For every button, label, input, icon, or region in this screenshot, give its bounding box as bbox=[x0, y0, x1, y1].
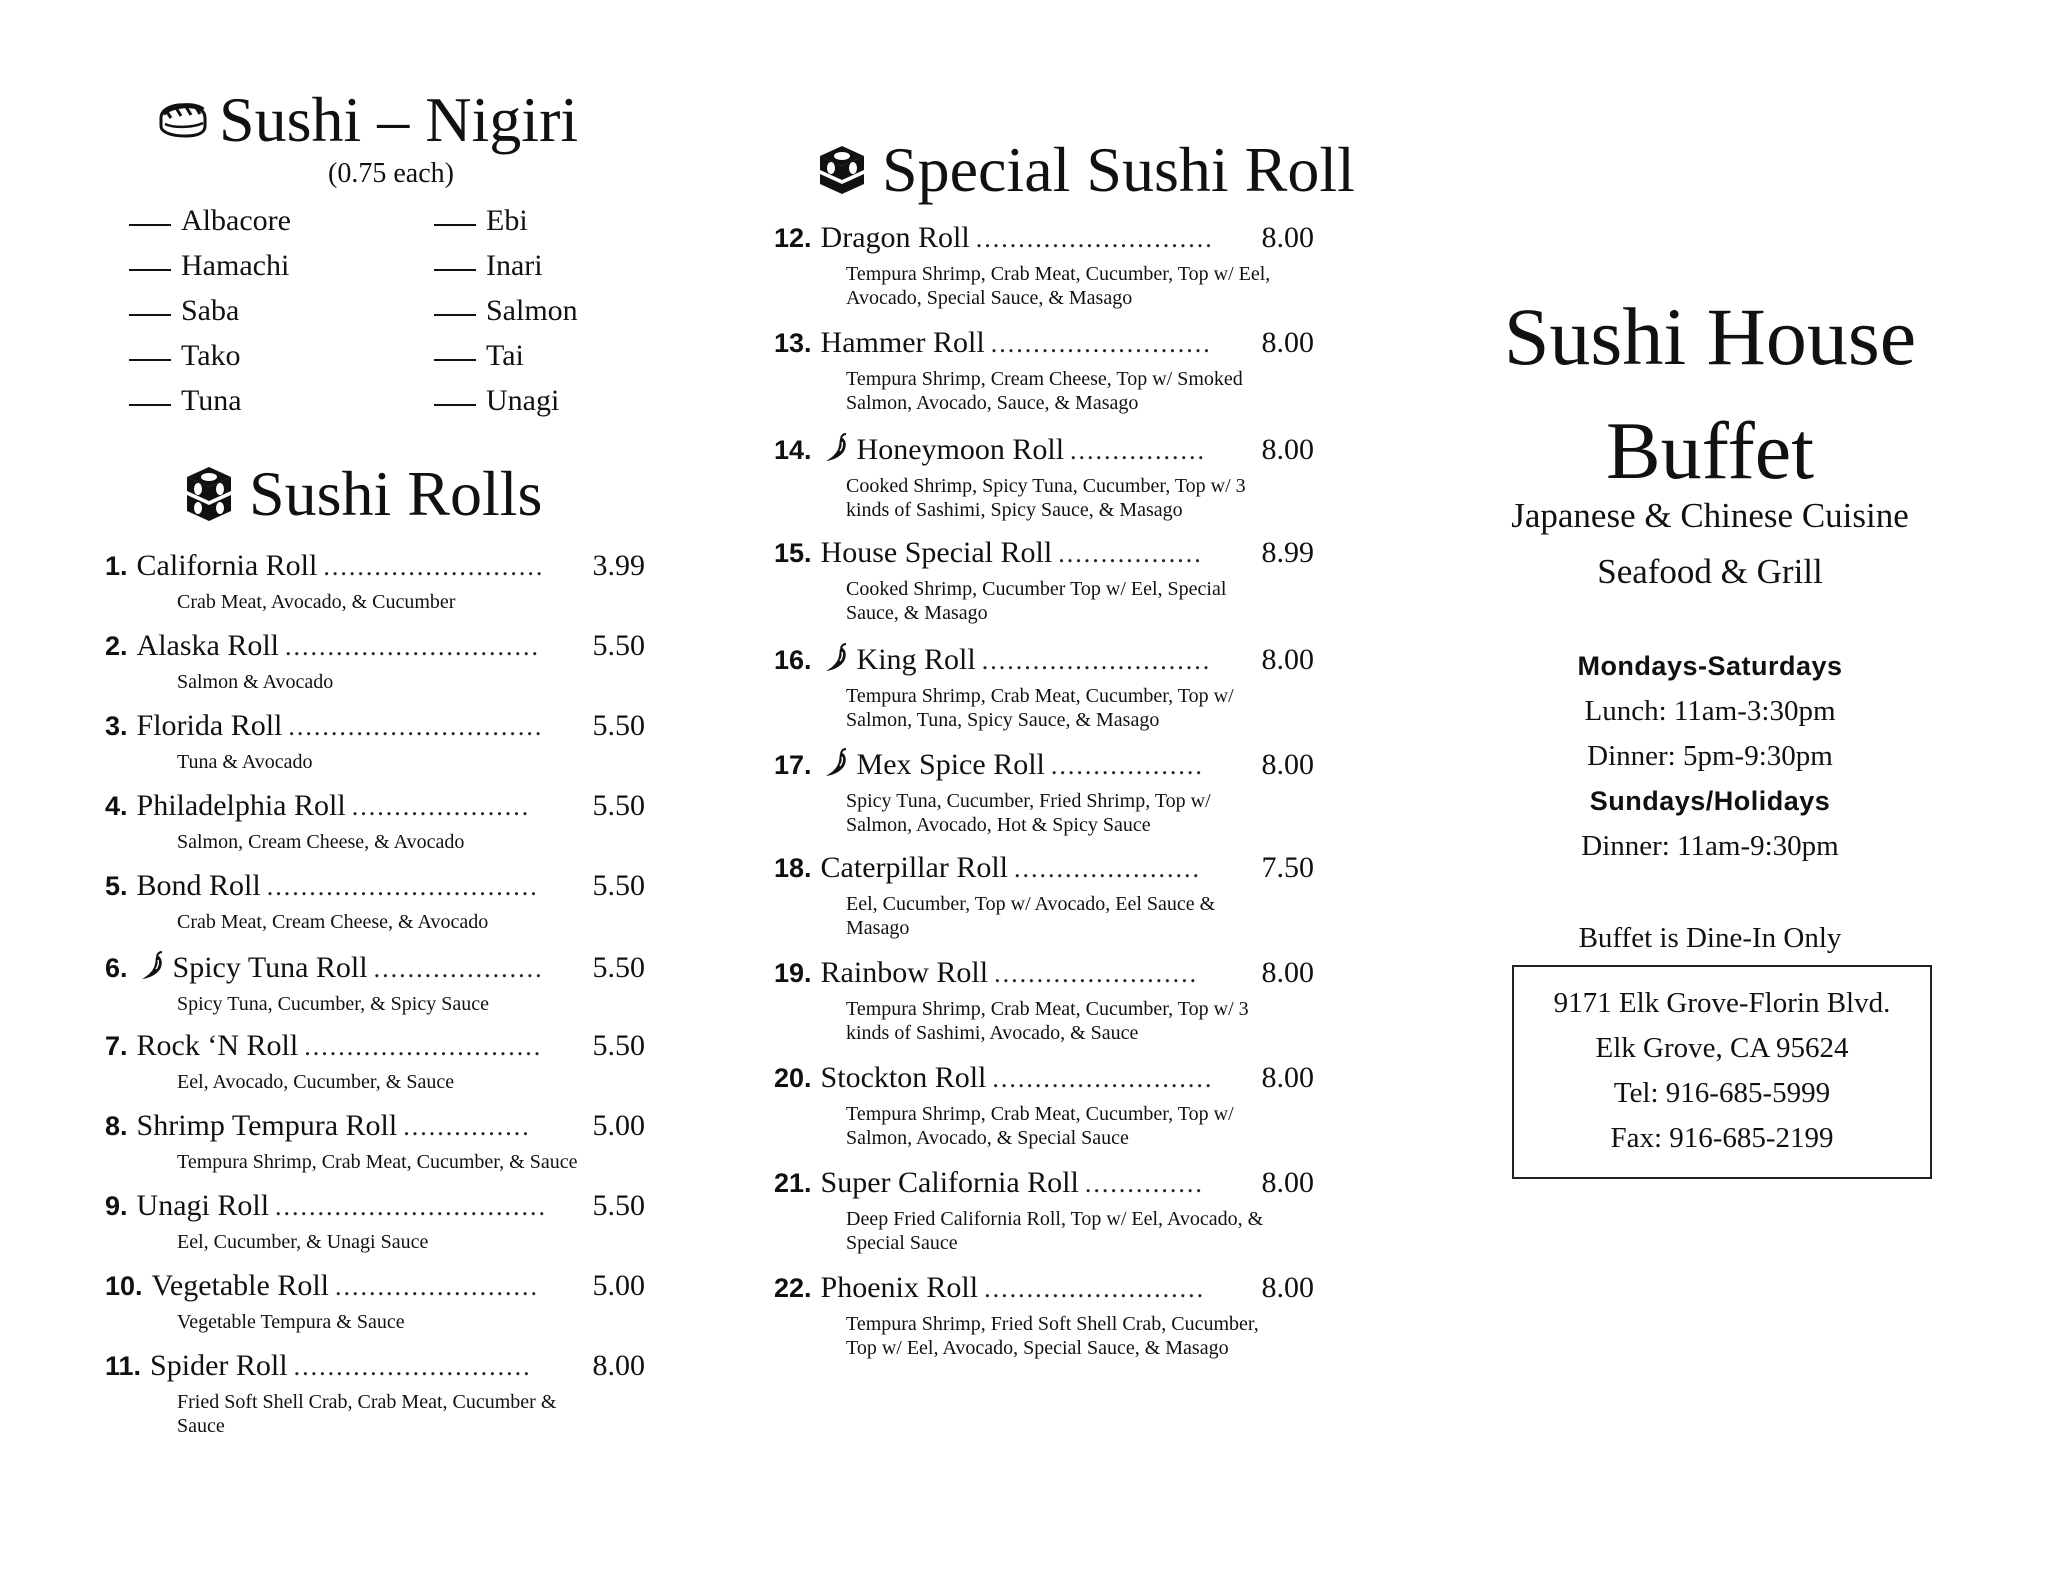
item-name: Stockton Roll bbox=[820, 1061, 987, 1094]
dot-leader: ................ bbox=[1070, 436, 1207, 465]
sushi-roll-icon bbox=[179, 465, 239, 523]
seafood-tagline: Seafood & Grill bbox=[1597, 552, 1823, 591]
item-price: 8.00 bbox=[1261, 221, 1314, 254]
item-price: 8.00 bbox=[1261, 1061, 1314, 1094]
item-price: 5.50 bbox=[592, 951, 645, 984]
item-description: Tempura Shrimp, Fried Soft Shell Crab, Cucumber, Top w/ Eel, Avocado, Special Sauce, & Masago bbox=[846, 1313, 1259, 1359]
item-description: Spicy Tuna, Cucumber, & Spicy Sauce bbox=[177, 993, 489, 1015]
nigiri-item bbox=[129, 378, 434, 423]
menu-item-line bbox=[774, 1164, 1314, 1203]
menu-item bbox=[774, 849, 1314, 954]
item-number: 8. bbox=[105, 1111, 128, 1141]
item-number: 7. bbox=[105, 1031, 128, 1061]
nigiri-price-note: (0.75 each) bbox=[328, 158, 454, 189]
item-number: 5. bbox=[105, 871, 128, 901]
order-blank-line bbox=[129, 314, 171, 316]
item-name: Spicy Tuna Roll bbox=[172, 951, 368, 984]
order-blank-line bbox=[434, 359, 476, 361]
item-name: Phoenix Roll bbox=[820, 1271, 979, 1304]
weekend-hours-title: Sundays/Holidays bbox=[1589, 786, 1831, 816]
menu-item bbox=[105, 1107, 645, 1187]
menu-item-line bbox=[105, 1107, 645, 1146]
item-description: Cooked Shrimp, Cucumber Top w/ Eel, Special Sauce, & Masago bbox=[846, 578, 1227, 624]
menu-item bbox=[774, 744, 1314, 849]
item-price: 8.00 bbox=[1261, 956, 1314, 989]
item-name: Unagi Roll bbox=[136, 1189, 270, 1222]
cuisine-tagline: Japanese & Chinese Cuisine bbox=[1511, 496, 1909, 535]
item-description: Cooked Shrimp, Spicy Tuna, Cucumber, Top w/ 3 kinds of Sashimi, Spicy Sauce, & Masago bbox=[846, 475, 1246, 521]
menu-item bbox=[774, 1059, 1314, 1164]
menu-item-line bbox=[774, 219, 1314, 258]
item-description: Crab Meat, Avocado, & Cucumber bbox=[177, 591, 456, 613]
dot-leader: .................... bbox=[373, 954, 544, 983]
item-price: 5.50 bbox=[592, 629, 645, 662]
item-name: Honeymoon Roll bbox=[856, 433, 1065, 466]
menu-item bbox=[774, 429, 1314, 534]
menu-item-line bbox=[105, 1187, 645, 1226]
menu-item-line bbox=[774, 954, 1314, 993]
dot-leader: .............................. bbox=[288, 712, 544, 741]
menu-item bbox=[774, 534, 1314, 639]
item-name: King Roll bbox=[856, 643, 976, 676]
menu-item bbox=[105, 787, 645, 867]
item-number: 6. bbox=[105, 953, 128, 983]
item-number: 3. bbox=[105, 711, 128, 741]
nigiri-item-name: Inari bbox=[486, 249, 543, 282]
dot-leader: ............................ bbox=[975, 224, 1214, 253]
nigiri-section-heading bbox=[155, 84, 579, 155]
menu-item bbox=[105, 547, 645, 627]
sushi-rolls-list bbox=[105, 547, 645, 1437]
menu-item bbox=[105, 867, 645, 947]
item-price: 8.00 bbox=[1261, 326, 1314, 359]
item-price: 5.00 bbox=[592, 1109, 645, 1142]
item-price: 8.00 bbox=[1261, 643, 1314, 676]
item-price: 5.00 bbox=[592, 1269, 645, 1302]
item-price: 8.00 bbox=[1261, 748, 1314, 781]
item-name: Shrimp Tempura Roll bbox=[136, 1109, 398, 1142]
special-rolls-list bbox=[774, 219, 1314, 1374]
item-name: California Roll bbox=[136, 549, 318, 582]
special-sushi-roll-heading bbox=[812, 134, 1355, 205]
dot-leader: ........................ bbox=[994, 959, 1199, 988]
dot-leader: ............................ bbox=[293, 1352, 532, 1381]
chili-pepper-icon bbox=[821, 643, 851, 673]
menu-item bbox=[774, 954, 1314, 1059]
chili-pepper-icon bbox=[137, 951, 167, 981]
order-blank-line bbox=[434, 314, 476, 316]
menu-item-line bbox=[105, 947, 645, 988]
nigiri-item-name: Tako bbox=[181, 339, 241, 372]
nigiri-item bbox=[434, 378, 634, 423]
menu-item-line bbox=[774, 534, 1314, 573]
dot-leader: .......................... bbox=[323, 552, 545, 581]
item-number: 15. bbox=[774, 538, 812, 568]
order-blank-line bbox=[434, 224, 476, 226]
order-blank-line bbox=[129, 224, 171, 226]
item-number: 9. bbox=[105, 1191, 128, 1221]
menu-item bbox=[774, 324, 1314, 429]
restaurant-name bbox=[1470, 280, 1950, 508]
item-number: 1. bbox=[105, 551, 128, 581]
item-name: Hammer Roll bbox=[820, 326, 985, 359]
order-blank-line bbox=[129, 269, 171, 271]
menu-item bbox=[105, 1027, 645, 1107]
menu-item bbox=[105, 1267, 645, 1347]
nigiri-item-name: Unagi bbox=[486, 384, 560, 417]
item-number: 2. bbox=[105, 631, 128, 661]
nigiri-item bbox=[129, 333, 434, 378]
item-name: House Special Roll bbox=[820, 536, 1053, 569]
dot-leader: ..................... bbox=[351, 792, 531, 821]
dot-leader: .................. bbox=[1050, 751, 1204, 780]
phone-number: Tel: 916-685-5999 bbox=[1613, 1077, 1831, 1109]
item-number: 14. bbox=[774, 435, 812, 465]
menu-item-line bbox=[105, 547, 645, 586]
item-name: Rock ‘N Roll bbox=[136, 1029, 299, 1062]
dot-leader: .......................... bbox=[992, 1064, 1214, 1093]
item-price: 8.00 bbox=[1261, 1166, 1314, 1199]
dot-leader: ................................ bbox=[266, 872, 539, 901]
nigiri-item bbox=[434, 333, 634, 378]
chili-pepper-icon bbox=[821, 748, 851, 778]
item-number: 10. bbox=[105, 1271, 143, 1301]
nigiri-item-name: Ebi bbox=[486, 204, 528, 237]
menu-item bbox=[105, 947, 645, 1027]
order-blank-line bbox=[434, 404, 476, 406]
item-price: 5.50 bbox=[592, 869, 645, 902]
address-city: Elk Grove, CA 95624 bbox=[1595, 1032, 1849, 1064]
nigiri-item bbox=[129, 243, 434, 288]
item-name: Super California Roll bbox=[820, 1166, 1079, 1199]
menu-item-line bbox=[774, 429, 1314, 470]
restaurant-name-line-2: Buffet bbox=[1605, 405, 1814, 496]
weekday-dinner-hours: Dinner: 5pm-9:30pm bbox=[1587, 740, 1833, 772]
item-price: 8.00 bbox=[1261, 433, 1314, 466]
item-number: 16. bbox=[774, 645, 812, 675]
chili-pepper-icon bbox=[821, 433, 851, 463]
nigiri-item bbox=[434, 288, 634, 333]
item-description: Tempura Shrimp, Crab Meat, Cucumber, & Sauce bbox=[177, 1151, 578, 1173]
menu-item-line bbox=[105, 707, 645, 746]
nigiri-title: Sushi – Nigiri bbox=[219, 84, 579, 155]
item-name: Philadelphia Roll bbox=[136, 789, 346, 822]
menu-item-line bbox=[774, 324, 1314, 363]
dot-leader: ........................ bbox=[335, 1272, 539, 1301]
item-name: Florida Roll bbox=[136, 709, 283, 742]
business-hours bbox=[1470, 644, 1950, 869]
dot-leader: .......................... bbox=[984, 1274, 1206, 1303]
item-description: Eel, Cucumber, Top w/ Avocado, Eel Sauce & Masago bbox=[846, 893, 1216, 939]
menu-item bbox=[105, 1187, 645, 1267]
dot-leader: ...................... bbox=[1014, 854, 1202, 883]
item-number: 4. bbox=[105, 791, 128, 821]
menu-item bbox=[105, 1347, 645, 1437]
nigiri-item-name: Tai bbox=[486, 339, 524, 372]
item-name: Alaska Roll bbox=[136, 629, 280, 662]
menu-item-line bbox=[105, 1347, 645, 1386]
item-price: 8.99 bbox=[1261, 536, 1314, 569]
menu-item-line bbox=[105, 627, 645, 666]
item-description: Tempura Shrimp, Crab Meat, Cucumber, Top w/ Eel, Avocado, Special Sauce, & Masago bbox=[846, 263, 1271, 309]
menu-item-line bbox=[774, 1269, 1314, 1308]
order-blank-line bbox=[129, 359, 171, 361]
nigiri-item-name: Tuna bbox=[181, 384, 242, 417]
item-description: Spicy Tuna, Cucumber, Fried Shrimp, Top w/ Salmon, Avocado, Hot & Spicy Sauce bbox=[846, 790, 1211, 836]
nigiri-item bbox=[129, 198, 434, 243]
nigiri-item-name: Salmon bbox=[486, 294, 578, 327]
item-number: 12. bbox=[774, 223, 812, 253]
item-description: Tempura Shrimp, Crab Meat, Cucumber, Top w/ Salmon, Avocado, & Special Sauce bbox=[846, 1103, 1234, 1149]
menu-item-line bbox=[105, 1027, 645, 1066]
menu-item bbox=[774, 1164, 1314, 1269]
menu-item-line bbox=[774, 849, 1314, 888]
item-description: Eel, Avocado, Cucumber, & Sauce bbox=[177, 1071, 455, 1093]
item-description: Crab Meat, Cream Cheese, & Avocado bbox=[177, 911, 489, 933]
item-name: Dragon Roll bbox=[820, 221, 970, 254]
dot-leader: ........................... bbox=[981, 646, 1212, 675]
nigiri-item-name: Saba bbox=[181, 294, 240, 327]
item-number: 20. bbox=[774, 1063, 812, 1093]
menu-item bbox=[774, 1269, 1314, 1374]
menu-item-line bbox=[105, 867, 645, 906]
menu-item bbox=[774, 219, 1314, 324]
nigiri-item bbox=[129, 288, 434, 333]
item-description: Tuna & Avocado bbox=[177, 751, 313, 773]
menu-item bbox=[105, 707, 645, 787]
nigiri-list bbox=[129, 198, 634, 423]
nigiri-item bbox=[434, 198, 634, 243]
item-description: Tempura Shrimp, Cream Cheese, Top w/ Smoked Salmon, Avocado, Sauce, & Masago bbox=[846, 368, 1243, 414]
nigiri-item-name: Albacore bbox=[181, 204, 291, 237]
sushi-rolls-title: Sushi Rolls bbox=[249, 458, 543, 529]
dot-leader: .............. bbox=[1084, 1169, 1204, 1198]
item-name: Bond Roll bbox=[136, 869, 261, 902]
menu-item-line bbox=[774, 744, 1314, 785]
nigiri-sushi-icon bbox=[155, 96, 209, 144]
menu-item-line bbox=[105, 1267, 645, 1306]
item-number: 17. bbox=[774, 750, 812, 780]
menu-item bbox=[774, 639, 1314, 744]
item-price: 8.00 bbox=[1261, 1271, 1314, 1304]
fax-number: Fax: 916-685-2199 bbox=[1610, 1122, 1834, 1154]
address-box bbox=[1512, 965, 1932, 1179]
item-description: Salmon, Cream Cheese, & Avocado bbox=[177, 831, 465, 853]
item-number: 19. bbox=[774, 958, 812, 988]
item-price: 3.99 bbox=[592, 549, 645, 582]
sushi-rolls-heading bbox=[179, 458, 543, 529]
sushi-roll-icon bbox=[812, 144, 872, 196]
restaurant-name-line-1: Sushi House bbox=[1503, 291, 1917, 382]
item-description: Tempura Shrimp, Crab Meat, Cucumber, Top w/ Salmon, Tuna, Spicy Sauce, & Masago bbox=[846, 685, 1234, 731]
dot-leader: ................. bbox=[1058, 539, 1203, 568]
item-number: 13. bbox=[774, 328, 812, 358]
item-price: 5.50 bbox=[592, 1189, 645, 1222]
menu-item-line bbox=[774, 1059, 1314, 1098]
item-name: Mex Spice Roll bbox=[856, 748, 1045, 781]
item-description: Vegetable Tempura & Sauce bbox=[177, 1311, 405, 1333]
item-name: Spider Roll bbox=[150, 1349, 288, 1382]
menu-item bbox=[105, 627, 645, 707]
item-price: 5.50 bbox=[592, 1029, 645, 1062]
item-name: Vegetable Roll bbox=[151, 1269, 329, 1302]
special-sushi-roll-title: Special Sushi Roll bbox=[882, 134, 1355, 205]
item-number: 11. bbox=[105, 1351, 142, 1381]
dot-leader: .......................... bbox=[990, 329, 1212, 358]
item-description: Salmon & Avocado bbox=[177, 671, 334, 693]
item-price: 5.50 bbox=[592, 789, 645, 822]
weekday-lunch-hours: Lunch: 11am-3:30pm bbox=[1584, 695, 1836, 727]
item-price: 7.50 bbox=[1261, 851, 1314, 884]
weekday-hours-title: Mondays-Saturdays bbox=[1577, 651, 1843, 681]
item-number: 22. bbox=[774, 1273, 812, 1303]
nigiri-item bbox=[434, 243, 634, 288]
dot-leader: ............... bbox=[403, 1112, 531, 1141]
address-street: 9171 Elk Grove-Florin Blvd. bbox=[1553, 987, 1891, 1019]
order-blank-line bbox=[434, 269, 476, 271]
nigiri-item-name: Hamachi bbox=[181, 249, 290, 282]
dot-leader: ................................ bbox=[275, 1192, 548, 1221]
item-name: Rainbow Roll bbox=[820, 956, 989, 989]
item-description: Fried Soft Shell Crab, Crab Meat, Cucumber & Sauce bbox=[177, 1391, 557, 1437]
dot-leader: .............................. bbox=[285, 632, 541, 661]
menu-item-line bbox=[105, 787, 645, 826]
order-blank-line bbox=[129, 404, 171, 406]
menu-item-line bbox=[774, 639, 1314, 680]
item-number: 18. bbox=[774, 853, 812, 883]
item-price: 5.50 bbox=[592, 709, 645, 742]
weekend-dinner-hours: Dinner: 11am-9:30pm bbox=[1581, 830, 1839, 862]
item-number: 21. bbox=[774, 1168, 812, 1198]
item-description: Deep Fried California Roll, Top w/ Eel, Avocado, & Special Sauce bbox=[846, 1208, 1264, 1254]
dot-leader: ............................ bbox=[304, 1032, 543, 1061]
item-price: 8.00 bbox=[592, 1349, 645, 1382]
item-name: Caterpillar Roll bbox=[820, 851, 1009, 884]
item-description: Eel, Cucumber, & Unagi Sauce bbox=[177, 1231, 429, 1253]
dine-in-note: Buffet is Dine-In Only bbox=[1578, 922, 1842, 954]
item-description: Tempura Shrimp, Crab Meat, Cucumber, Top w/ 3 kinds of Sashimi, Avocado, & Sauce bbox=[846, 998, 1249, 1044]
